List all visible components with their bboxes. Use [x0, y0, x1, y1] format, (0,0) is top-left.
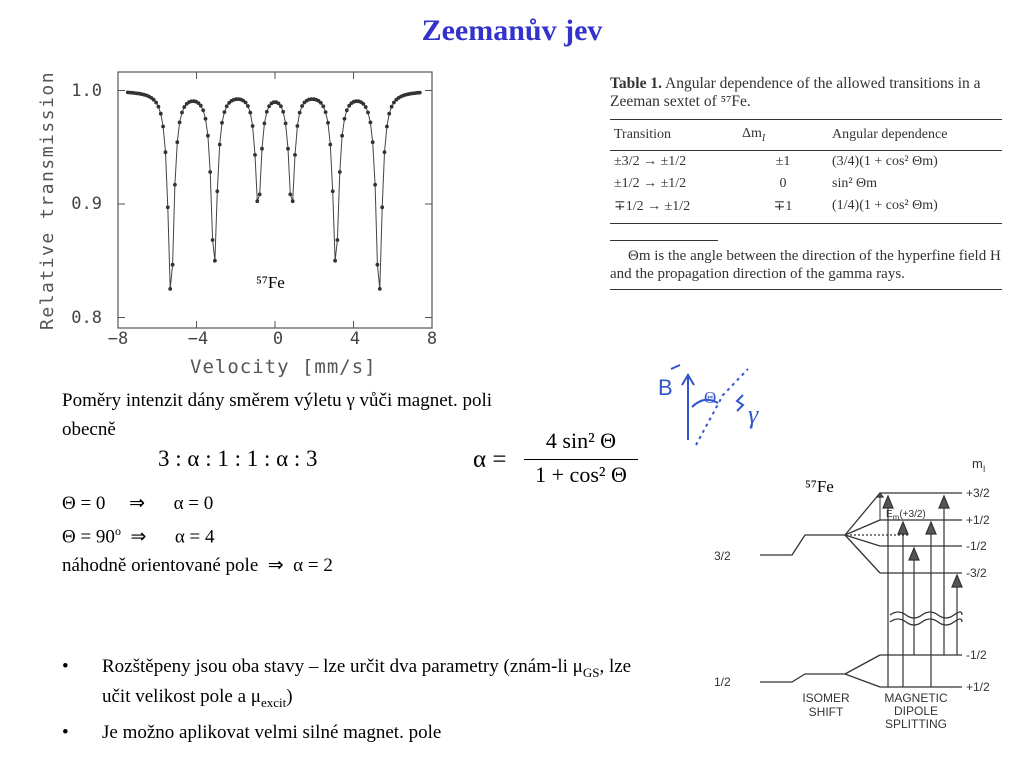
table-row	[610, 173, 1002, 195]
data-point	[284, 122, 288, 126]
data-point	[171, 263, 175, 267]
data-point	[385, 125, 389, 129]
chart-isotope-label: ⁵⁷Fe	[256, 273, 285, 292]
data-point	[248, 111, 252, 115]
angle-label: Θ	[704, 388, 717, 407]
data-point	[340, 134, 344, 138]
y-tick-label: 1.0	[71, 81, 102, 101]
m-header: $m_I$	[972, 456, 986, 474]
data-point	[206, 134, 210, 138]
m-level-label: -3/2	[966, 566, 987, 580]
table-header: Angular dependence	[828, 120, 1002, 151]
table-1	[610, 75, 1002, 290]
gamma-label: γ	[748, 400, 759, 429]
table-cell: ±1	[775, 153, 791, 169]
data-point	[225, 104, 229, 108]
table-cell: ±1/2 → ±1/2	[614, 175, 687, 191]
data-point	[291, 199, 295, 203]
alpha-numerator: 4 sin² Θ	[545, 428, 617, 453]
data-point	[265, 110, 269, 114]
chart-series-line	[128, 92, 420, 289]
x-tick-label: 0	[272, 329, 284, 349]
table-header-row	[610, 120, 1002, 151]
data-point	[211, 238, 215, 242]
upper-state-label: 3/2	[714, 549, 731, 563]
m-level-label: -1/2	[966, 648, 987, 662]
table-cell: sin² Θm	[832, 175, 878, 191]
data-point	[326, 121, 330, 125]
data-point	[369, 121, 373, 125]
gamma-wave	[737, 395, 743, 411]
intensity-ratio-text: Poměry intenzit dány směrem výletu γ vůči magnet. poli	[62, 390, 492, 411]
data-point	[244, 101, 248, 105]
isomer-shift-label: SHIFT	[808, 705, 844, 719]
table-cell: ±3/2 → ±1/2	[614, 153, 687, 169]
data-point	[199, 104, 203, 108]
bullet-list	[62, 655, 652, 751]
table-cell: (1/4)(1 + cos² Θm)	[828, 195, 1002, 224]
data-point	[324, 110, 328, 114]
bullet-item: • Je možno aplikovat velmi silné magnet. pole	[62, 721, 442, 743]
alpha-lhs: α =	[473, 446, 507, 473]
data-point	[258, 193, 262, 197]
data-point	[328, 143, 332, 147]
data-point	[387, 112, 391, 116]
magnetic-splitting-label: DIPOLE	[893, 704, 939, 718]
data-point	[157, 105, 161, 109]
data-point	[296, 124, 300, 128]
case-theta-0: Θ = 0 ⇒ α = 0	[62, 493, 214, 514]
footnote-divider	[610, 240, 718, 241]
table-row	[610, 195, 1002, 224]
table-row	[610, 150, 1002, 173]
data-point	[253, 153, 257, 157]
data-point	[220, 121, 224, 125]
data-point	[251, 124, 255, 128]
table-cell: (3/4)(1 + cos² Θm)	[832, 153, 938, 169]
y-tick-label: 0.9	[71, 194, 102, 214]
diagram-isotope-label: ⁵⁷Fe	[805, 477, 834, 496]
x-tick-label: −4	[187, 329, 209, 349]
data-point	[255, 199, 259, 203]
data-point	[364, 105, 368, 109]
data-point	[281, 110, 285, 114]
m-level-label: +1/2	[966, 513, 990, 527]
energy-label: $E_m(+3/2)$	[886, 509, 926, 522]
data-point	[343, 117, 347, 121]
data-point	[218, 143, 222, 147]
data-point	[182, 105, 186, 109]
data-point	[366, 111, 370, 115]
mossbauer-spectrum-chart	[30, 60, 450, 385]
data-point	[288, 193, 292, 197]
data-point	[260, 147, 264, 151]
data-point	[345, 108, 349, 112]
data-point	[300, 104, 304, 108]
data-point	[166, 205, 170, 209]
data-point	[204, 117, 208, 121]
data-point	[336, 238, 340, 242]
lower-state-label: 1/2	[714, 675, 731, 689]
table-cell: ∓1	[738, 195, 828, 224]
data-point	[331, 189, 335, 193]
data-point	[333, 259, 337, 263]
fraction-bar	[524, 459, 638, 460]
data-point	[361, 102, 365, 106]
m-level-label: +1/2	[966, 680, 990, 694]
table-header: $\Delta m_I$	[738, 120, 828, 151]
data-point	[164, 150, 168, 154]
data-point	[215, 189, 219, 193]
data-point	[246, 104, 250, 108]
data-point	[319, 101, 323, 105]
data-point	[159, 112, 163, 116]
data-point	[201, 108, 205, 112]
data-point	[371, 140, 375, 144]
magnetic-splitting-label: SPLITTING	[884, 717, 948, 731]
data-point	[338, 170, 342, 174]
data-point	[173, 183, 177, 187]
isomer-shift-label: ISOMER	[802, 691, 850, 705]
case-theta-90: $\Theta = 90^o$ ⇒ α = 4	[62, 524, 215, 548]
data-point	[208, 170, 212, 174]
energy-level-diagram	[700, 450, 1020, 740]
spectrum-line	[128, 92, 420, 289]
data-point	[383, 150, 387, 154]
data-point	[390, 105, 394, 109]
bullet-item: • Rozštěpeny jsou oba stavy – lze určit dva parametry (znám-li $\mu_{GS}$, lze učit velikost pole a $\mu_{excit}$)	[62, 656, 632, 710]
transition-arrows	[877, 493, 962, 687]
data-point	[154, 101, 158, 105]
magnetic-splitting-label: MAGNETIC	[884, 691, 948, 705]
data-point	[178, 121, 182, 125]
table-cell: ∓1/2 → ±1/2	[610, 195, 738, 224]
data-point	[279, 104, 283, 108]
table-caption	[610, 75, 1002, 111]
table-header: Transition	[610, 120, 738, 151]
data-point	[321, 104, 325, 108]
data-point	[263, 122, 267, 126]
chart-ylabel: Relative transmission	[37, 70, 58, 330]
table-caption-text: Angular dependence of the allowed transitions in a Zeeman sextet of ⁵⁷Fe.	[610, 75, 981, 110]
x-tick-label: 8	[426, 329, 438, 349]
data-point	[378, 287, 382, 291]
data-point	[298, 111, 302, 115]
data-point	[175, 140, 179, 144]
data-point	[418, 91, 422, 95]
alpha-denominator: 1 + cos² Θ	[535, 462, 627, 487]
chart-xlabel: Velocity [mm/s]	[190, 356, 377, 378]
y-tick-label: 0.8	[71, 308, 102, 328]
data-point	[213, 259, 217, 263]
data-point	[286, 147, 290, 151]
x-tick-label: −8	[107, 329, 129, 349]
case-random: náhodně orientované pole ⇒ α = 2	[62, 555, 333, 576]
general-label: obecně	[62, 419, 116, 440]
data-point	[373, 183, 377, 187]
m-level-label: +3/2	[966, 486, 990, 500]
data-point	[376, 263, 380, 267]
transition-table	[610, 119, 1002, 224]
page-title: Zeemanův jev	[421, 14, 603, 47]
data-point	[380, 205, 384, 209]
table-cell: 0	[779, 175, 787, 191]
x-tick-label: 4	[349, 329, 361, 349]
table-footnote: Θm is the angle between the direction of the hyperfine field H and the propagation direction of the gamma rays.	[610, 247, 1001, 282]
table-caption-label: Table 1.	[610, 75, 662, 92]
field-label: B	[658, 375, 673, 400]
data-point	[180, 111, 184, 115]
level-lines	[760, 493, 962, 687]
data-point	[223, 110, 227, 114]
data-point	[168, 287, 172, 291]
table-bottom-rule	[610, 289, 1002, 290]
m-level-label: -1/2	[966, 539, 987, 553]
field-angle-sketch	[648, 355, 788, 450]
data-point	[293, 153, 297, 157]
ratio-formula: 3 : α : 1 : 1 : α : 3	[158, 446, 318, 471]
data-point	[161, 125, 165, 129]
